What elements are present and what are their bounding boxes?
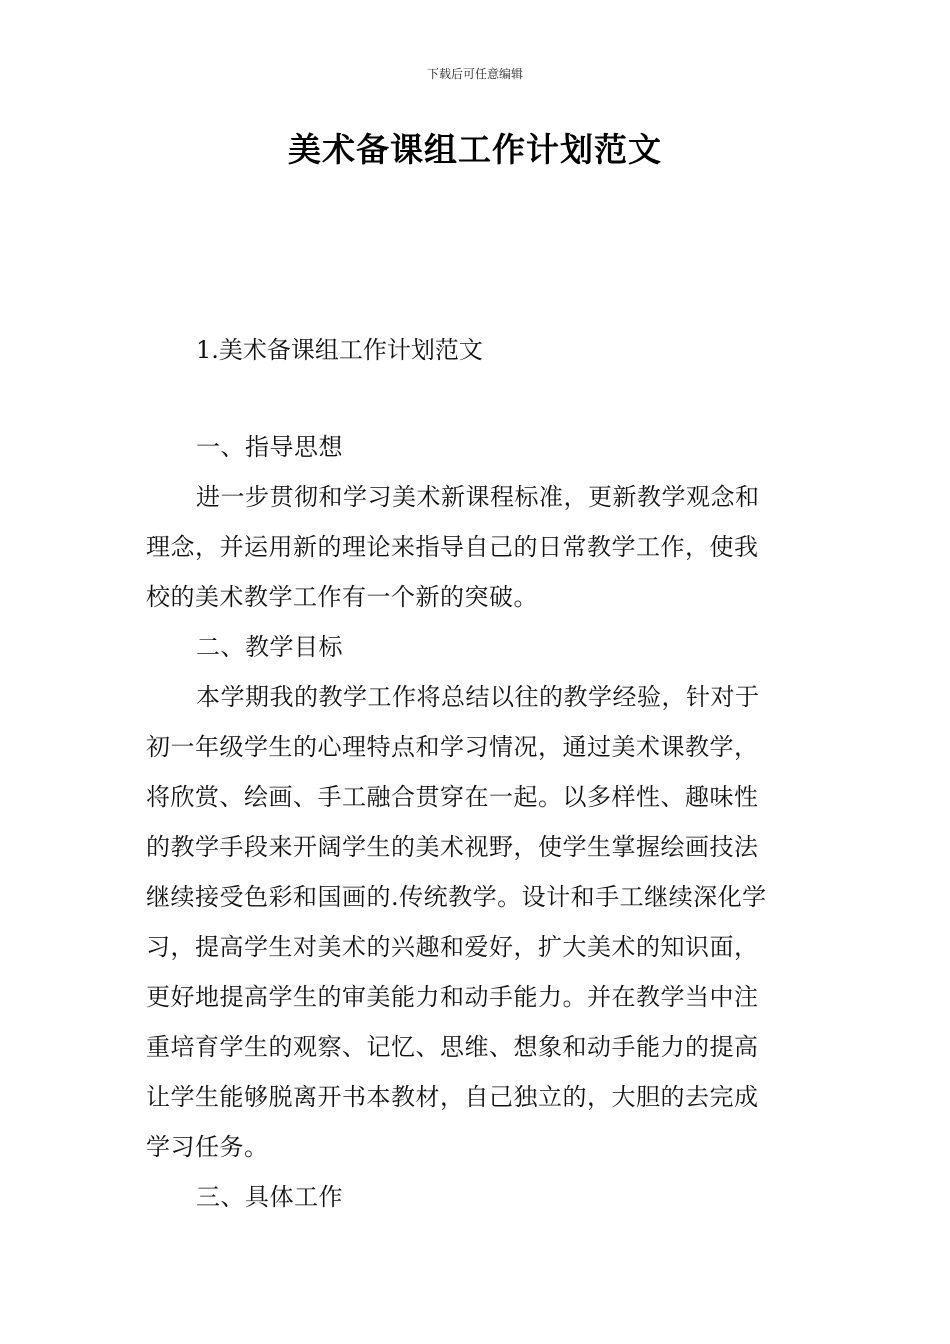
paragraph-line: 习，提高学生对美术的兴趣和爱好，扩大美术的知识面，	[146, 933, 759, 961]
document-subtitle: 1.美术备课组工作计划范文	[196, 336, 483, 364]
paragraph-line: 本学期我的教学工作将总结以往的教学经验，针对于	[196, 683, 760, 711]
paragraph-line: 的教学手段来开阔学生的美术视野，使学生掌握绘画技法	[146, 833, 759, 861]
paragraph-line: 将欣赏、绘画、手工融合贯穿在一起。以多样性、趣味性	[146, 783, 759, 811]
section-heading-teaching-goals: 二、教学目标	[196, 633, 343, 661]
paragraph-line: 理念，并运用新的理论来指导自己的日常教学工作，使我	[146, 533, 759, 561]
paragraph-line: 更好地提高学生的审美能力和动手能力。并在教学当中注	[146, 983, 759, 1011]
paragraph-line: 进一步贯彻和学习美术新课程标准，更新教学观念和	[196, 483, 760, 511]
paragraph-line: 校的美术教学工作有一个新的突破。	[146, 583, 538, 611]
paragraph-line: 学习任务。	[146, 1133, 269, 1161]
paragraph-line: 继续接受色彩和国画的.传统教学。设计和手工继续深化学	[146, 883, 767, 911]
paragraph-line: 重培育学生的观察、记忆、思维、想象和动手能力的提高	[146, 1033, 759, 1061]
section-heading-guiding-ideology: 一、指导思想	[196, 433, 343, 461]
section-heading-specific-work: 三、具体工作	[196, 1183, 343, 1211]
paragraph-line: 初一年级学生的心理特点和学习情况，通过美术课教学，	[146, 733, 759, 761]
document-title: 美术备课组工作计划范文	[288, 130, 662, 169]
header-note: 下载后可任意编辑	[426, 67, 523, 81]
paragraph-line: 让学生能够脱离开书本教材，自己独立的，大胆的去完成	[146, 1083, 759, 1111]
document-body	[146, 422, 806, 1222]
